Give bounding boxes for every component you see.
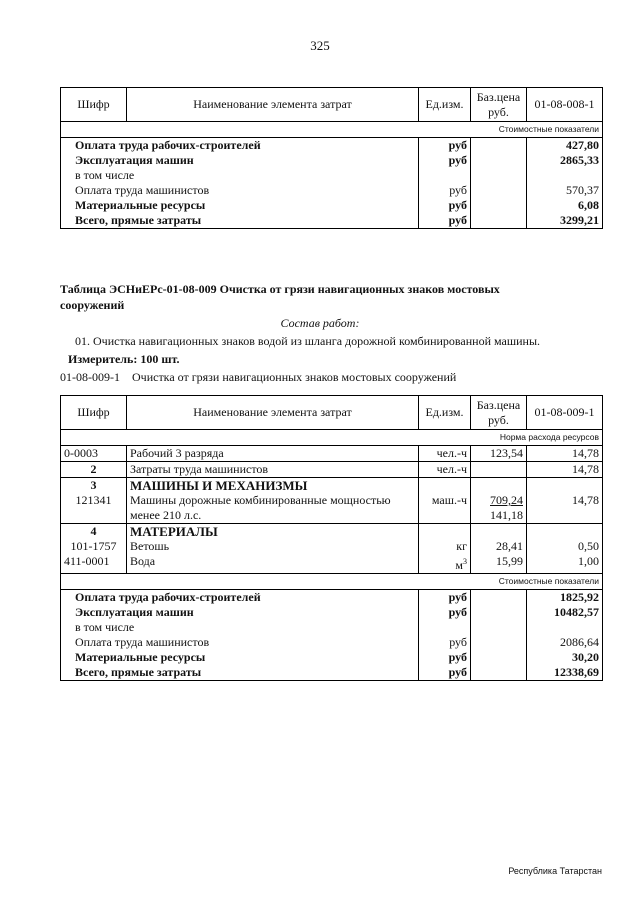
cell-value: 14,78 (527, 493, 603, 524)
norm-code-line: 01-08-009-1 Очистка от грязи навигационных знаков мостовых сооружений (60, 370, 457, 384)
cost-price (471, 665, 527, 681)
cost-value: 2865,33 (527, 153, 603, 168)
cost-unit: руб (419, 138, 471, 154)
cell-price: 15,99 (471, 554, 527, 574)
cell-name: Ветошь (127, 539, 419, 554)
cost-row (61, 213, 603, 229)
cost-name: Эксплуатация машин (61, 153, 419, 168)
operation-text: 01. Очистка навигационных знаков водой из шланга дорожной комбинированной машины. (75, 334, 541, 348)
cell-value: 14,78 (527, 446, 603, 462)
cell-shifr: 121341 (61, 493, 127, 524)
cost-unit: руб (419, 605, 471, 620)
cost-name: Всего, прямые затраты (61, 213, 419, 229)
footer-region: Республика Татарстан (508, 866, 602, 876)
cost-value (527, 620, 603, 635)
page-number: 325 (310, 38, 330, 53)
cost-price (471, 213, 527, 229)
header-shifr: Шифр (61, 396, 127, 430)
cost-row (61, 590, 603, 606)
header-shifr: Шифр (61, 88, 127, 122)
cell-name: МАШИНЫ И МЕХАНИЗМЫ (127, 478, 419, 494)
cost-value (527, 168, 603, 183)
cell-price: 28,41 (471, 539, 527, 554)
header-unit: Ед.изм. (419, 396, 471, 430)
cost-name: Оплата труда машинистов (61, 183, 419, 198)
cost-unit: руб (419, 198, 471, 213)
cell-name: Вода (127, 554, 419, 574)
cost-row (61, 168, 603, 183)
cost-value: 2086,64 (527, 635, 603, 650)
cost-row (61, 153, 603, 168)
cost-value: 427,80 (527, 138, 603, 154)
measure-unit: Измеритель: 100 шт. (68, 352, 180, 366)
cell-shifr: 0-0003 (61, 446, 127, 462)
cost-price (471, 138, 527, 154)
cost-row (61, 635, 603, 650)
resource-table-2 (60, 395, 603, 681)
work-composition-label: Состав работ: (280, 316, 360, 330)
cost-row (61, 605, 603, 620)
cell-shifr: 3 (61, 478, 127, 494)
cell-name (127, 493, 419, 524)
cell-unit (419, 554, 471, 574)
cost-price (471, 650, 527, 665)
table-title-line1: Таблица ЭСНиЕРс-01-08-009 Очистка от грязи навигационных знаков мостовых (60, 282, 500, 296)
cell-name: Затраты труда машинистов (127, 462, 419, 478)
header-price: Баз.цена руб. (471, 88, 527, 122)
cost-unit (419, 620, 471, 635)
cell-price (471, 493, 527, 524)
table-row (61, 493, 603, 524)
table-row (61, 462, 603, 478)
table-row (61, 478, 603, 494)
cost-price (471, 590, 527, 606)
cell-unit: маш.-ч (419, 493, 471, 524)
cell-name: Рабочий 3 разряда (127, 446, 419, 462)
header-name: Наименование элемента затрат (127, 396, 419, 430)
cost-row (61, 198, 603, 213)
cost-price (471, 198, 527, 213)
cell-price-line1: 709,24 (490, 493, 523, 507)
section-label: Стоимостные показатели (61, 122, 603, 138)
cost-name: Эксплуатация машин (61, 605, 419, 620)
cell-shifr: 411-0001 (61, 554, 127, 574)
cost-row (61, 650, 603, 665)
cell-price-line2: 141,18 (490, 508, 523, 522)
cost-name: Материальные ресурсы (61, 650, 419, 665)
cost-value: 1825,92 (527, 590, 603, 606)
cost-value: 6,08 (527, 198, 603, 213)
header-unit: Ед.изм. (419, 88, 471, 122)
cost-name: Оплата труда рабочих-строителей (61, 590, 419, 606)
header-price: Баз.цена руб. (471, 396, 527, 430)
cost-table-1 (60, 87, 603, 229)
cell-value: 0,50 (527, 539, 603, 554)
cost-unit: руб (419, 590, 471, 606)
table-row (61, 554, 603, 574)
header-code: 01-08-009-1 (527, 396, 603, 430)
cost-price (471, 183, 527, 198)
cell-value: 1,00 (527, 554, 603, 574)
cost-value: 3299,21 (527, 213, 603, 229)
cell-unit: кг (419, 539, 471, 554)
table-title-line2: сооружений (60, 298, 125, 312)
unit-base: м (455, 558, 463, 572)
cost-name: Оплата труда рабочих-строителей (61, 138, 419, 154)
cost-price (471, 168, 527, 183)
cell-shifr: 101-1757 (61, 539, 127, 554)
cost-unit: руб (419, 183, 471, 198)
section-label: Стоимостные показатели (61, 574, 603, 590)
cost-price (471, 620, 527, 635)
cost-value: 570,37 (527, 183, 603, 198)
cost-price (471, 605, 527, 620)
cost-unit: руб (419, 213, 471, 229)
cost-row (61, 138, 603, 154)
cost-name: Оплата труда машинистов (61, 635, 419, 650)
cost-value: 30,20 (527, 650, 603, 665)
table-title (60, 281, 600, 313)
cell-name-line1: Машины дорожные комбинированные мощностью (130, 493, 391, 507)
cost-unit (419, 168, 471, 183)
cost-price (471, 635, 527, 650)
cell-shifr: 2 (61, 462, 127, 478)
cost-value: 12338,69 (527, 665, 603, 681)
cost-value: 10482,57 (527, 605, 603, 620)
cost-unit: руб (419, 665, 471, 681)
cost-unit: руб (419, 153, 471, 168)
cell-price: 123,54 (471, 446, 527, 462)
cell-unit: чел.-ч (419, 446, 471, 462)
cost-name: Всего, прямые затраты (61, 665, 419, 681)
cost-unit: руб (419, 635, 471, 650)
cost-unit: руб (419, 650, 471, 665)
header-name: Наименование элемента затрат (127, 88, 419, 122)
cell-price (471, 462, 527, 478)
cost-row (61, 620, 603, 635)
cell-name: МАТЕРИАЛЫ (127, 524, 419, 540)
unit-superscript: 3 (463, 557, 467, 566)
table-row (61, 446, 603, 462)
cost-name: в том числе (61, 620, 419, 635)
norm-label: Норма расхода ресурсов (61, 430, 603, 446)
cost-name: в том числе (61, 168, 419, 183)
cost-row (61, 665, 603, 681)
table-row (61, 539, 603, 554)
cell-shifr: 4 (61, 524, 127, 540)
cell-name-line2: менее 210 л.с. (130, 508, 202, 522)
cost-row (61, 183, 603, 198)
header-code: 01-08-008-1 (527, 88, 603, 122)
cell-unit: чел.-ч (419, 462, 471, 478)
cost-name: Материальные ресурсы (61, 198, 419, 213)
table-row (61, 524, 603, 540)
cell-value: 14,78 (527, 462, 603, 478)
cost-price (471, 153, 527, 168)
